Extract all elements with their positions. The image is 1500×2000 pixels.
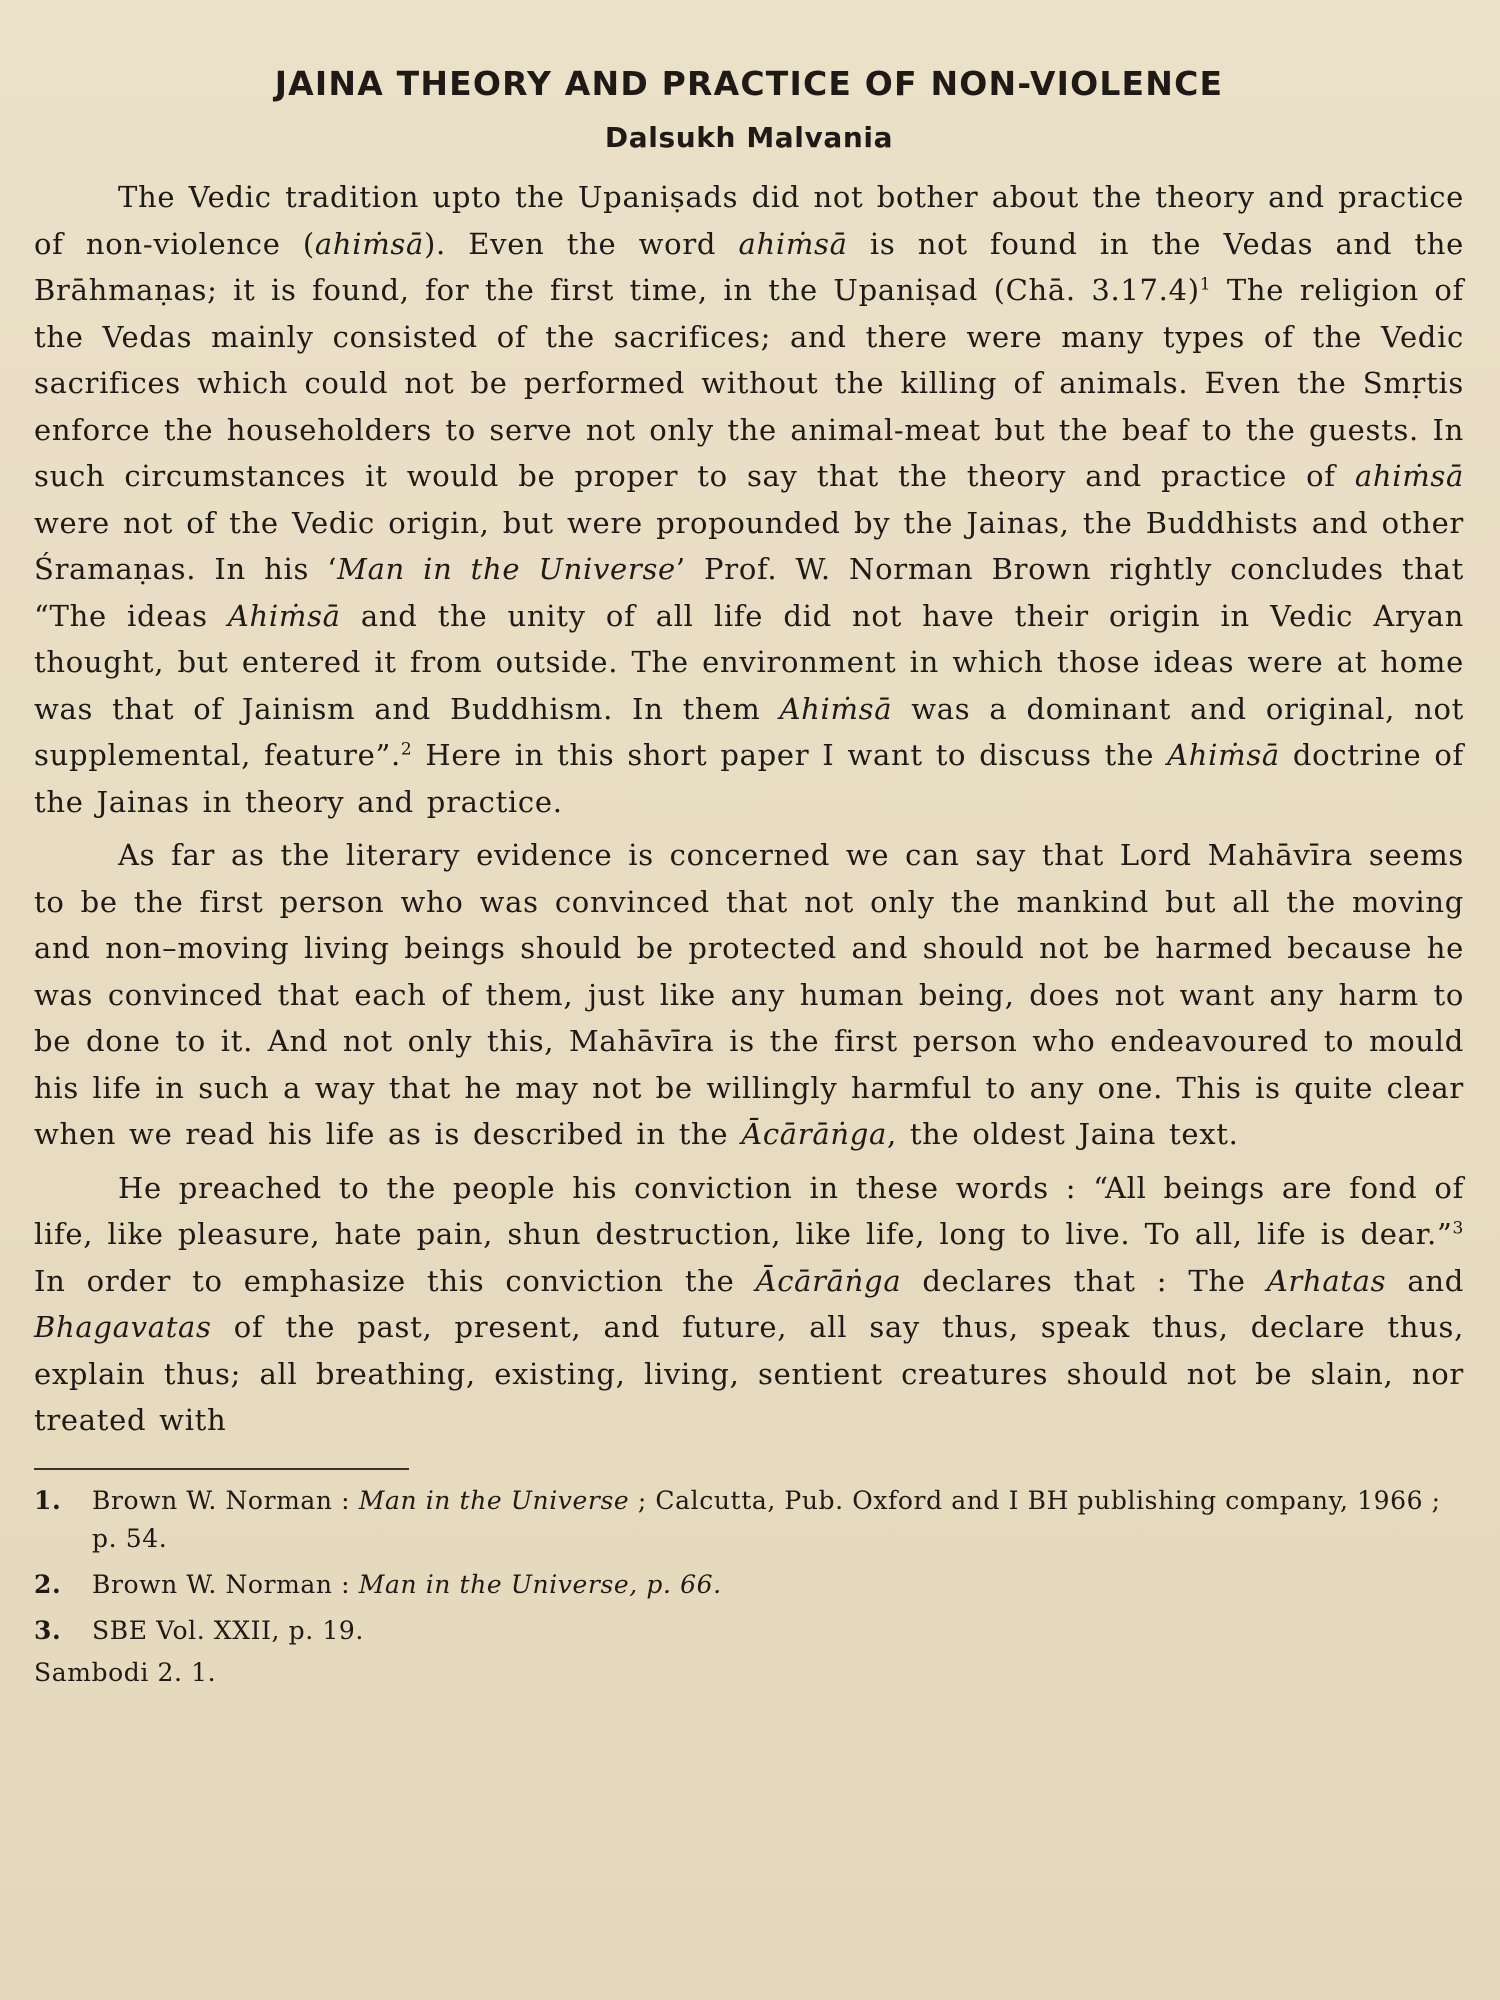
italic-term: Arhatas	[1266, 1263, 1387, 1298]
italic-term: ahiṁsā	[738, 226, 848, 261]
text-span: doctrine of the Jainas in theory and practice.	[34, 738, 1464, 819]
footnote-divider	[34, 1468, 409, 1470]
footnote-ref-3: 3	[1452, 1218, 1464, 1239]
footnote-text	[92, 1566, 1464, 1604]
journal-reference: Sambodi 2. 1.	[34, 1657, 217, 1687]
footnote-number: 1.	[34, 1485, 62, 1515]
footnote-text	[92, 1482, 1464, 1558]
italic-book-title: Ācārāṅga	[741, 1117, 887, 1151]
footnote-ref-2: 2	[400, 739, 413, 760]
text-span: Brown W. Norman :	[92, 1485, 359, 1515]
text-span: The Vedic tradition upto the Upaniṣads did not bother about the theory and practice of non-violence (	[34, 180, 1464, 261]
footnote-number: 2.	[34, 1569, 62, 1599]
italic-term: ahiṁsā	[314, 226, 425, 261]
article-title: JAINA THEORY AND PRACTICE OF NON-VIOLENCE	[274, 64, 1224, 103]
footnote-ref-1: 1	[1199, 274, 1212, 295]
italic-term: ahiṁsā	[1354, 459, 1464, 493]
text-span: The religion of the Vedas mainly consisted of the sacrifices; and there were many types of the Vedic sacrifices which could not be performed without the killing of animals. Even the Smṛtis enforce the householders to serve not only the animal-meat but the beaf to the guests. In such circumstances it would be proper to say that the theory and practice of	[34, 273, 1465, 493]
text-span: and the unity of all life did not have their origin in Vedic Aryan thought, but entered it from outside. The environment in which those ideas were at home was that of Jainism and Buddhism. In them	[34, 598, 1464, 726]
text-span: of the past, present, and future, all say thus, speak thus, declare thus, explain thus; all breathing, existing, living, sentient creatures should not be slain, nor treated with	[34, 1310, 1464, 1437]
paragraph-2	[34, 832, 1464, 1158]
text-span: were not of the Vedic origin, but were propounded by the Jainas, the Buddhists and other Śramaṇas. In his ‘	[34, 505, 1464, 586]
text-span: ; Calcutta, Pub. Oxford and I BH publishing company, 1966 ; p. 54.	[92, 1485, 1441, 1553]
paragraph-1	[34, 174, 1464, 825]
text-span: was a dominant and original, not supplemental, feature”.	[34, 691, 1464, 772]
italic-book-title: Man in the Universe	[337, 552, 676, 586]
text-span: Here in this short paper I want to discuss the	[412, 738, 1168, 772]
text-span: ’ Prof. W. Norman Brown rightly concludes that “The ideas	[34, 552, 1464, 633]
text-span: declares that : The	[901, 1263, 1267, 1298]
italic-term: Ahiṁsā	[779, 691, 893, 726]
text-span: ). Even the word	[424, 226, 739, 261]
text-span: SBE Vol. XXII, p. 19.	[92, 1615, 364, 1645]
text-span: and	[1386, 1263, 1464, 1298]
italic-book-title: Ācārāṅga	[755, 1263, 902, 1298]
italic-term: Bhagavatas	[34, 1310, 212, 1344]
italic-book-title: Man in the Universe	[358, 1485, 630, 1515]
text-span: He preached to the people his conviction in these words : “All beings are fond of life, like pleasure, hate pain, shun destruction, like life, long to live. To all, life is dear.”	[34, 1170, 1464, 1251]
text-span: As far as the literary evidence is concerned we can say that Lord Mahāvīra seems to be the first person who was convinced that not only the mankind but all the moving and non–moving living beings should be protected and should not be harmed because he was convinced that each of them, just like any human being, does not want any harm to be done to it. And not only this, Mahāvīra is the first person who endeavoured to mould his life in such a way that he may not be willingly harmful to any one. This is quite clear when we read his life as is described in the	[34, 838, 1464, 1151]
italic-term: Ahiṁsā	[1167, 738, 1280, 772]
article-body	[34, 174, 1464, 1444]
italic-term: Ahiṁsā	[227, 598, 341, 633]
footnote-number: 3.	[34, 1615, 62, 1645]
paragraph-3	[34, 1165, 1464, 1444]
italic-book-title: Man in the Universe, p. 66.	[358, 1569, 722, 1599]
text-span: Brown W. Norman :	[92, 1569, 359, 1599]
footnote-1	[34, 1482, 1464, 1558]
author-name: Dalsukh Malvania	[604, 121, 894, 154]
text-span: is not found in the Vedas and the Brāhmaṇas; it is found, for the first time, in the Upaniṣad (Chā. 3.17.4)	[34, 226, 1464, 307]
footnotes	[34, 1482, 1464, 1650]
footnote-2	[34, 1566, 1464, 1604]
footnote-text	[92, 1612, 1464, 1650]
text-span: In order to emphasize this conviction the	[34, 1263, 756, 1298]
footnote-3	[34, 1612, 1464, 1650]
text-span: , the oldest Jaina text.	[886, 1117, 1239, 1151]
